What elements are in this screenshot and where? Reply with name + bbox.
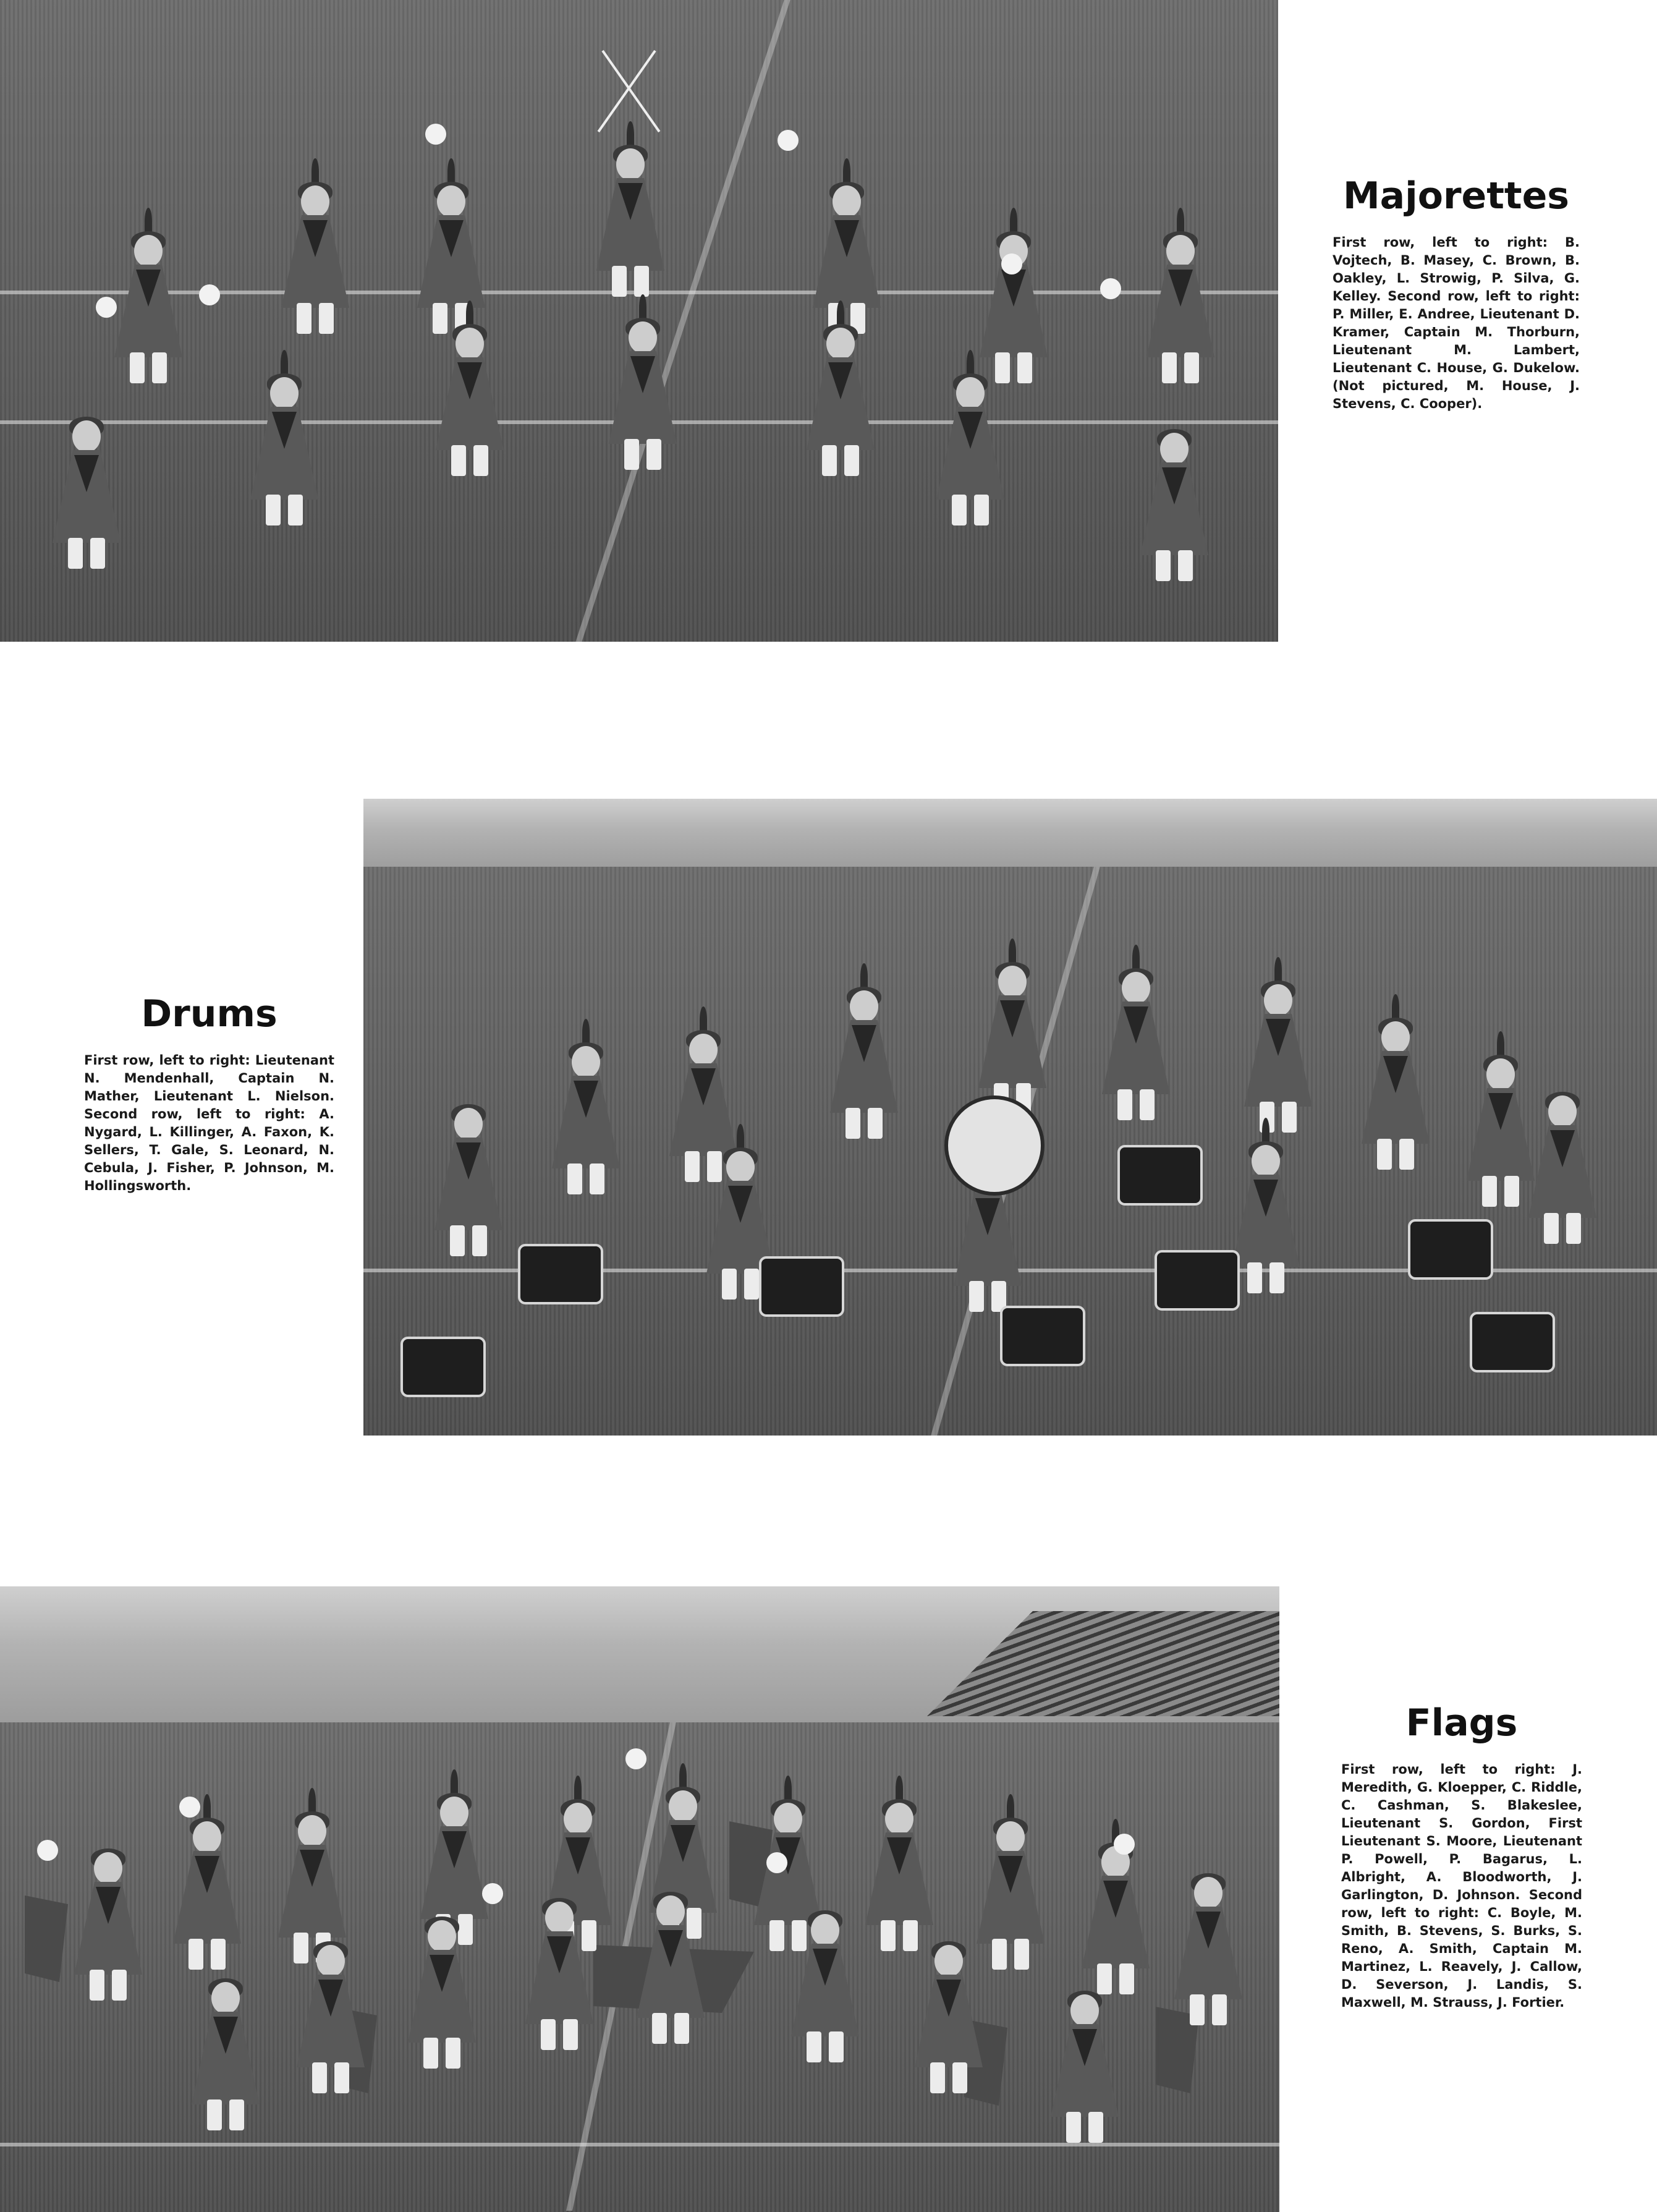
majorette	[420, 328, 519, 482]
drums-photo	[363, 799, 1657, 1436]
flags-title: Flags	[1405, 1701, 1518, 1745]
majorette	[791, 328, 890, 482]
drummer	[815, 990, 913, 1145]
drummer	[536, 1046, 635, 1201]
flags-photo	[0, 1586, 1279, 2212]
flag-tip	[625, 1748, 646, 1769]
flag-girl	[779, 1914, 871, 2069]
flag-tip	[179, 1797, 200, 1818]
flag-tip	[766, 1852, 787, 1873]
majorette	[581, 148, 680, 303]
baton-tip	[199, 284, 220, 305]
baton-tip	[425, 124, 446, 145]
majorette	[593, 321, 692, 476]
snare-drum	[759, 1256, 844, 1317]
flag-girl	[161, 1821, 253, 1976]
snare-drum	[1000, 1306, 1085, 1366]
drummer	[419, 1108, 518, 1262]
drummer	[1513, 1095, 1612, 1250]
flag-girl	[62, 1852, 155, 2007]
flag-girl	[624, 1895, 717, 2050]
baton-tip	[1100, 278, 1121, 299]
majorette	[797, 185, 896, 340]
flag-tip	[482, 1883, 503, 1904]
flags-names: First row, left to right: J. Meredith, G. Kloepper, C. Riddle, C. Cashman, S. Blakeslee, Lieutenant S. Gordon, First Lieutenant S. Moore, Lieutenant P. Powell, P. Bagarus, L. Albright, A. Bloodworth, J. Garlington, D. Johnson. Second row, left to right: C. Boyle, M. Smith, B. Stevens, S. Burks, S. Reno, A. Smith, Captain M. Martinez, L. Reavely, J. Callow, D. Severson, J. Landis, S. Maxwell, M. Strauss, J. Fortier.	[1341, 1762, 1582, 2010]
majorettes-photo	[0, 0, 1278, 642]
snare-drum	[1470, 1312, 1555, 1372]
snare-drum	[400, 1337, 486, 1397]
snare-drum	[1117, 1145, 1203, 1206]
drummer	[963, 966, 1062, 1120]
majorette	[921, 377, 1020, 532]
snare-drum	[1408, 1219, 1493, 1280]
drummer	[1087, 972, 1185, 1126]
flags-caption	[1341, 1701, 1582, 2012]
drummer	[1346, 1021, 1445, 1176]
majorette	[1125, 433, 1224, 587]
bass-drum	[944, 1095, 1045, 1196]
baton-tip	[1001, 253, 1022, 274]
hillside	[363, 799, 1657, 873]
majorette	[37, 420, 136, 575]
flag-girl	[179, 1982, 272, 2137]
majorettes-title: Majorettes	[1342, 174, 1570, 218]
majorettes-names: First row, left to right: B. Vojtech, B. Masey, C. Brown, B. Oakley, L. Strowig, P. Silva, G. Kelley. Second row, left to right: P. Miller, E. Andree, Lieutenant D. Kramer, Captain M. Thorburn, Lieutenant M. Lambert, Lieutenant C. House, G. Dukelow. (Not pictured, M. House, J. Stevens, C. Cooper).	[1333, 235, 1580, 411]
majorette	[266, 185, 365, 340]
flag-tip	[1114, 1834, 1135, 1855]
drums-names: First row, left to right: Lieutenant N. Mendenhall, Captain N. Mather, Lieutenant L. Nielson. Second row, left to right: A. Nygard, L. Killinger, A. Faxon, K. Sellers, T. Gale, S. Leonard, N. Cebula, J. Fisher, P. Johnson, M. Hollingsworth.	[84, 1053, 334, 1193]
drums-title: Drums	[141, 992, 278, 1036]
baton-tip	[778, 130, 799, 151]
majorette	[402, 185, 501, 340]
flag-girl	[1162, 1877, 1255, 2031]
flag-girl	[1069, 1846, 1162, 2001]
flag-girl	[396, 1920, 488, 2075]
drums-caption	[84, 992, 334, 1195]
drummer	[1229, 984, 1328, 1139]
baton-tip	[96, 297, 117, 318]
flag-girl	[1038, 1994, 1131, 2149]
snare-drum	[1155, 1250, 1240, 1311]
flag-girl	[284, 1945, 377, 2099]
majorette	[1131, 235, 1230, 389]
flag-girl	[513, 1902, 606, 2056]
majorettes-caption	[1333, 174, 1580, 413]
majorette	[235, 377, 334, 532]
flag-girl	[902, 1945, 995, 2099]
flag-tip	[37, 1840, 58, 1861]
snare-drum	[518, 1244, 603, 1304]
